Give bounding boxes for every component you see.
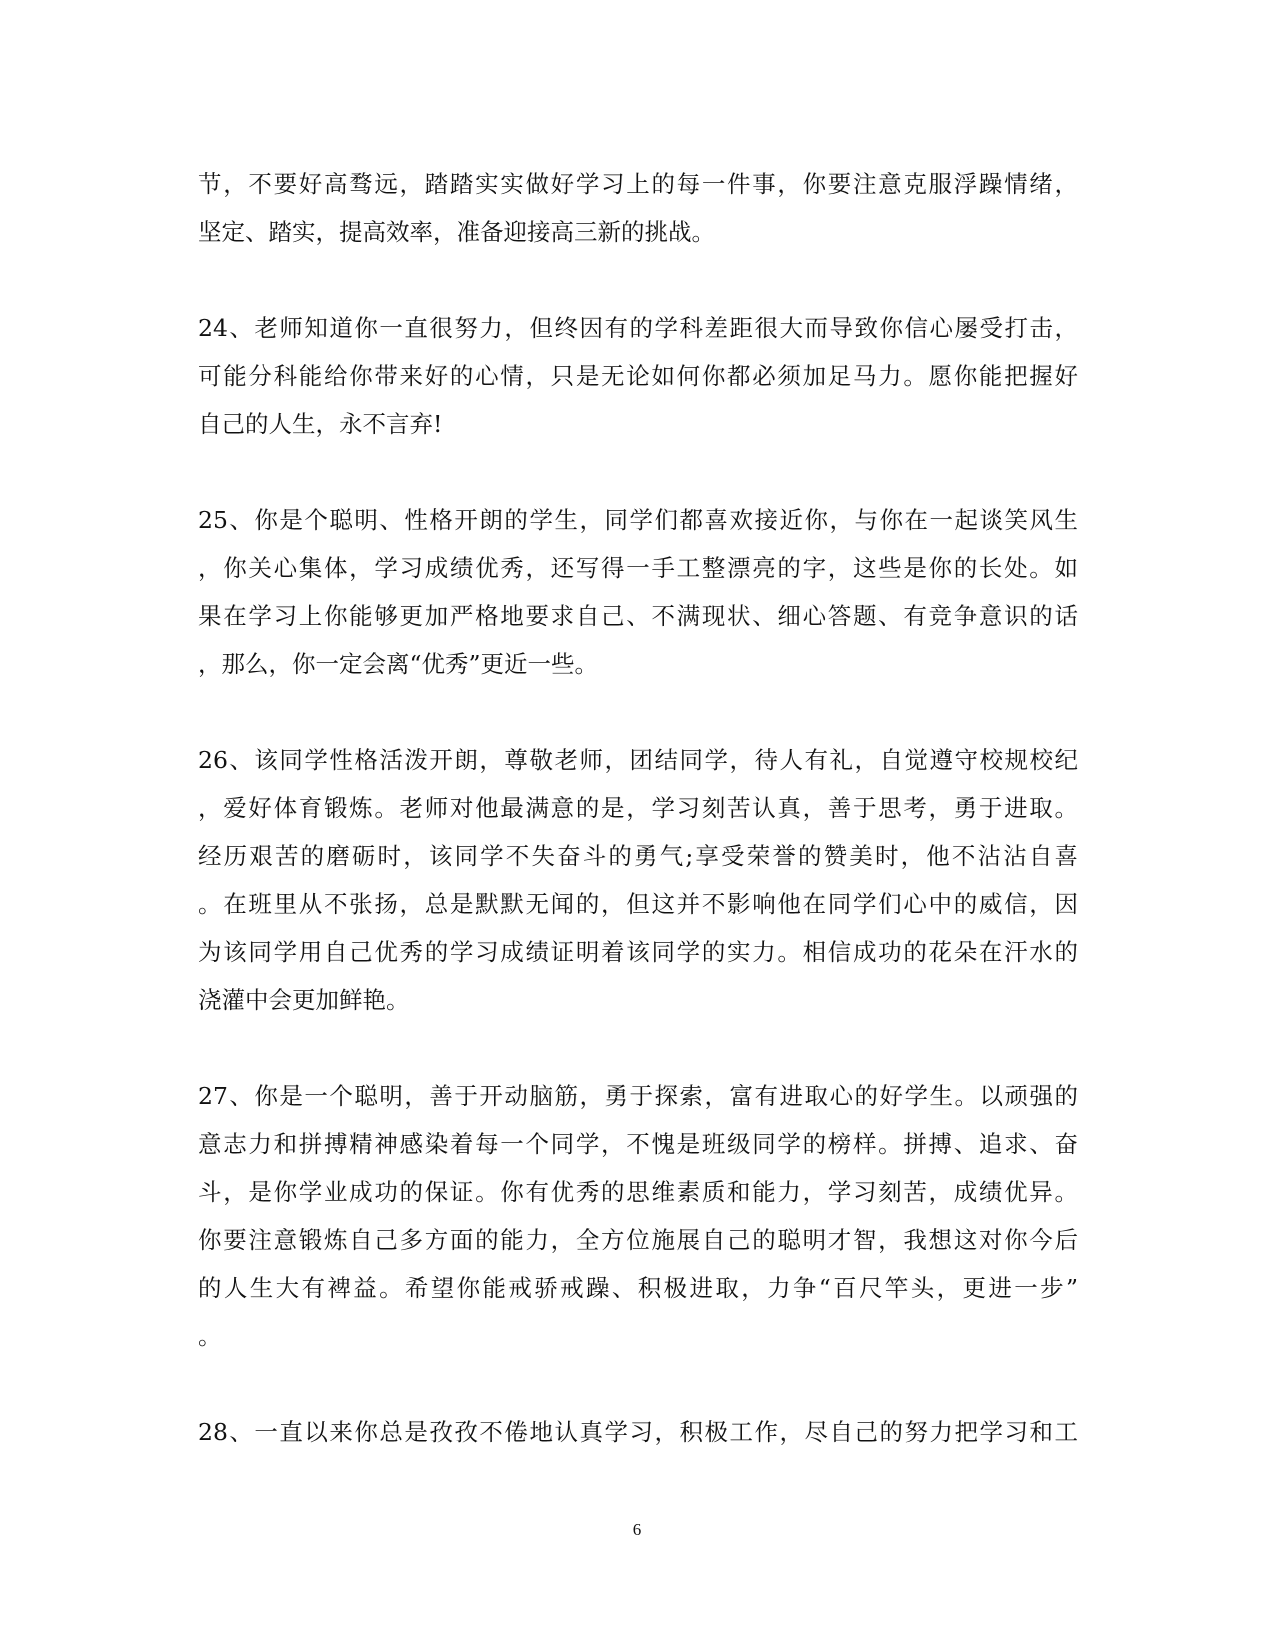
text-line: 意志力和拼搏精神感染着每一个同学，不愧是班级同学的榜样。拼搏、追求、奋 (198, 1130, 1078, 1158)
paragraph (198, 1072, 1078, 1360)
document-body (198, 160, 1078, 1456)
page-number: 6 (632, 1520, 642, 1539)
text-line: 斗，是你学业成功的保证。你有优秀的思维素质和能力，学习刻苦，成绩优异。 (198, 1178, 1078, 1206)
paragraph-gap (198, 1360, 1078, 1408)
text-line: 节，不要好高骛远，踏踏实实做好学习上的每一件事，你要注意克服浮躁情绪， (198, 170, 1078, 198)
text-line: ，你关心集体，学习成绩优秀，还写得一手工整漂亮的字，这些是你的长处。如 (198, 554, 1078, 582)
text-line: 27、你是一个聪明，善于开动脑筋，勇于探索，富有进取心的好学生。以顽强的 (198, 1082, 1078, 1110)
text-line: 26、该同学性格活泼开朗，尊敬老师，团结同学，待人有礼，自觉遵守校规校纪 (198, 746, 1078, 774)
text-line: ，那么，你一定会离“优秀”更近一些。 (198, 650, 599, 678)
paragraph (198, 496, 1078, 688)
text-line: 浇灌中会更加鲜艳。 (198, 986, 410, 1014)
text-line: 果在学习上你能够更加严格地要求自己、不满现状、细心答题、有竞争意识的话 (198, 602, 1078, 630)
text-line: 你要注意锻炼自己多方面的能力，全方位施展自己的聪明才智，我想这对你今后 (198, 1226, 1078, 1254)
paragraph (198, 304, 1078, 448)
paragraph (198, 736, 1078, 1024)
text-line: 24、老师知道你一直很努力，但终因有的学科差距很大而导致你信心屡受打击， (198, 314, 1078, 342)
text-line: 25、你是个聪明、性格开朗的学生，同学们都喜欢接近你，与你在一起谈笑风生 (198, 506, 1078, 534)
paragraph-gap (198, 1024, 1078, 1072)
paragraph (198, 160, 1078, 256)
text-line: 。在班里从不张扬，总是默默无闻的，但这并不影响他在同学们心中的威信，因 (198, 890, 1078, 918)
paragraph-gap (198, 448, 1078, 496)
text-line: ，爱好体育锻炼。老师对他最满意的是，学习刻苦认真，善于思考，勇于进取。 (198, 794, 1078, 822)
text-line: 的人生大有裨益。希望你能戒骄戒躁、积极进取，力争“百尺竿头，更进一步” (198, 1274, 1078, 1302)
text-line: 。 (198, 1322, 222, 1350)
text-line: 可能分科能给你带来好的心情，只是无论如何你都必须加足马力。愿你能把握好 (198, 362, 1078, 390)
text-line: 坚定、踏实，提高效率，准备迎接高三新的挑战。 (198, 218, 715, 246)
text-line: 为该同学用自己优秀的学习成绩证明着该同学的实力。相信成功的花朵在汗水的 (198, 938, 1078, 966)
text-line: 自己的人生，永不言弃! (198, 410, 443, 438)
text-line: 28、一直以来你总是孜孜不倦地认真学习，积极工作，尽自己的努力把学习和工 (198, 1418, 1078, 1446)
paragraph-gap (198, 256, 1078, 304)
paragraph-gap (198, 688, 1078, 736)
paragraph (198, 1408, 1078, 1456)
text-line: 经历艰苦的磨砺时，该同学不失奋斗的勇气;享受荣誉的赞美时，他不沾沾自喜 (198, 842, 1078, 870)
